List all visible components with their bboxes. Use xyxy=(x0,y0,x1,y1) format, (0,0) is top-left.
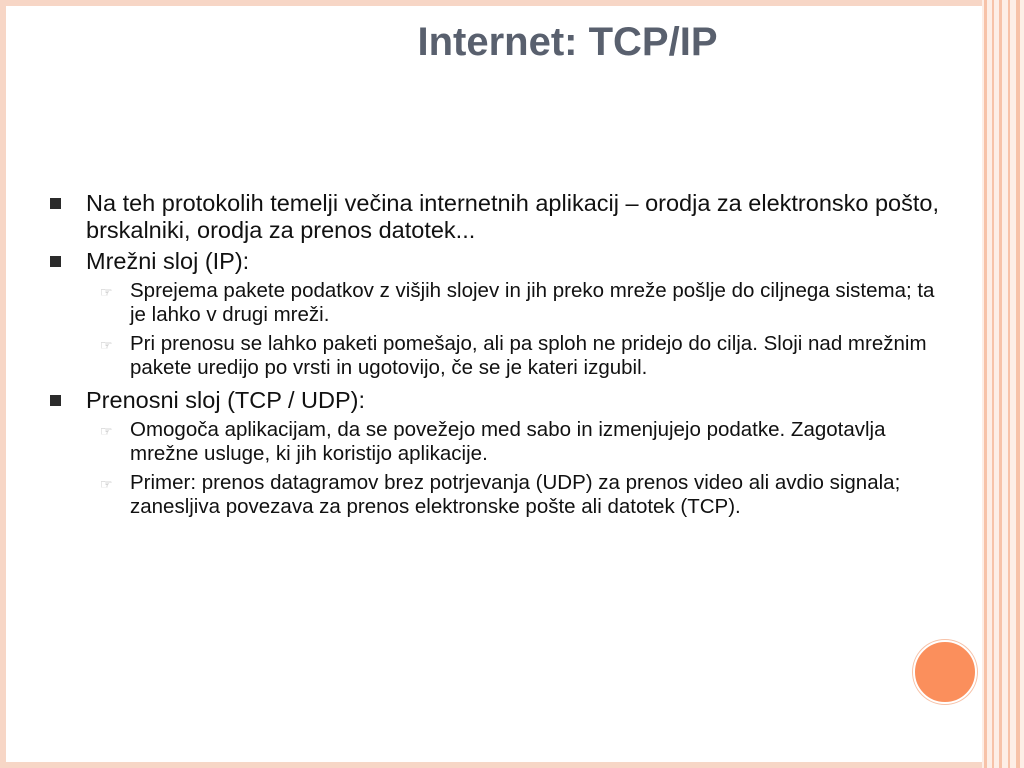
square-bullet-icon xyxy=(50,198,61,209)
decorative-stripes xyxy=(982,0,1024,768)
square-bullet-icon xyxy=(50,256,61,267)
sub-bullet-item xyxy=(44,418,944,466)
sub-bullet-text: Omogoča aplikacijam, da se povežejo med sabo in izmenjujejo podatke. Zagotavlja mrežne usluge, ki jih koristijo aplikacije. xyxy=(130,418,886,465)
bullet-text: Prenosni sloj (TCP / UDP): xyxy=(86,387,366,413)
sub-bullet-text: Sprejema pakete podatkov z višjih slojev in jih preko mreže pošlje do ciljnega sistema; ta je lahko v drugi mreži. xyxy=(130,279,935,326)
sub-bullet-item xyxy=(44,471,944,519)
sub-bullet-item xyxy=(44,332,944,380)
pointing-hand-icon: ☞ xyxy=(100,423,113,439)
pointing-hand-icon: ☞ xyxy=(100,476,113,492)
sub-bullet-text: Pri prenosu se lahko paketi pomešajo, ali pa sploh ne pridejo do cilja. Sloji nad mrežnim pakete uredijo po vrsti in ugotovijo, če se je kateri izgubil. xyxy=(130,332,927,379)
pointing-hand-icon: ☞ xyxy=(100,337,113,353)
sub-bullet-item xyxy=(44,279,944,327)
decorative-circle xyxy=(913,640,977,704)
bullet-item xyxy=(44,387,944,414)
frame-bottom xyxy=(0,762,982,768)
frame-top xyxy=(0,0,982,6)
bullet-text: Na teh protokolih temelji večina internetnih aplikacij – orodja za elektronsko pošto, brskalniki, orodja za prenos datotek... xyxy=(86,190,939,243)
slide-title: Internet: TCP/IP xyxy=(417,20,718,64)
bullet-item xyxy=(44,248,944,275)
frame-left xyxy=(0,0,6,768)
square-bullet-icon xyxy=(50,395,61,406)
bullet-text: Mrežni sloj (IP): xyxy=(86,248,250,274)
bullet-item xyxy=(44,190,944,244)
sub-bullet-text: Primer: prenos datagramov brez potrjevanja (UDP) za prenos video ali avdio signala; zanesljiva povezava za prenos elektronske pošte ali datotek (TCP). xyxy=(130,471,901,518)
pointing-hand-icon: ☞ xyxy=(100,284,113,300)
bullet-list xyxy=(44,190,944,524)
